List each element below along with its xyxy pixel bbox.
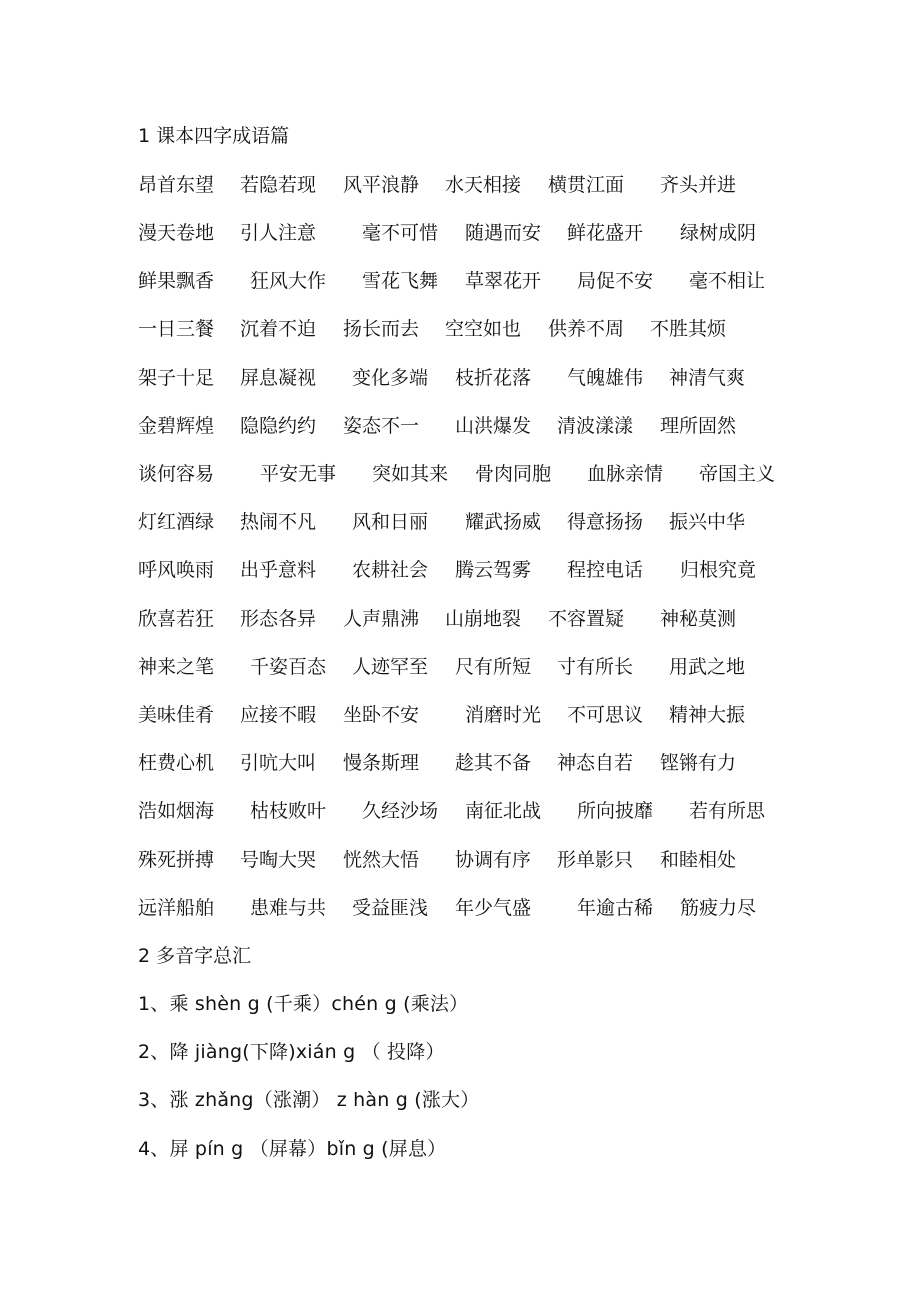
idiom: 引吭大叫 <box>240 752 317 774</box>
idiom: 空空如也 <box>445 318 522 340</box>
idiom: 千姿百态 <box>250 656 327 678</box>
polyphone-text: 2、降 jiàng(下降)xián g （ 投降） <box>138 1041 445 1063</box>
idiom-row <box>0 700 920 730</box>
idiom-row <box>0 507 920 537</box>
idiom: 昂首东望 <box>138 174 215 196</box>
idiom: 毫不可惜 <box>362 222 439 244</box>
idiom: 风平浪静 <box>343 174 420 196</box>
idiom: 得意扬扬 <box>567 511 644 533</box>
idiom-row <box>0 266 920 296</box>
idiom: 趁其不备 <box>455 752 532 774</box>
idiom: 若隐若现 <box>240 174 317 196</box>
idiom: 程控电话 <box>567 559 644 581</box>
idiom: 耀武扬威 <box>465 511 542 533</box>
idiom: 形态各异 <box>240 608 317 630</box>
idiom: 消磨时光 <box>465 704 542 726</box>
polyphone-item <box>0 1134 920 1164</box>
idiom: 帝国主义 <box>699 463 776 485</box>
idiom: 血脉亲情 <box>587 463 664 485</box>
idiom: 用武之地 <box>669 656 746 678</box>
idiom: 慢条斯理 <box>343 752 420 774</box>
polyphone-item <box>0 1085 920 1115</box>
idiom: 欣喜若狂 <box>138 608 215 630</box>
idiom: 供养不周 <box>548 318 625 340</box>
idiom: 隐隐约约 <box>240 415 317 437</box>
idiom: 清波漾漾 <box>557 415 634 437</box>
idiom: 和睦相处 <box>660 849 737 871</box>
idiom: 归根究竟 <box>680 559 757 581</box>
idiom: 骨肉同胞 <box>475 463 552 485</box>
idiom: 枝折花落 <box>455 367 532 389</box>
idiom: 局促不安 <box>577 270 654 292</box>
section2-heading-line <box>0 941 920 971</box>
idiom: 神态自若 <box>557 752 634 774</box>
idiom: 架子十足 <box>138 367 215 389</box>
idiom: 金碧辉煌 <box>138 415 215 437</box>
idiom: 平安无事 <box>260 463 337 485</box>
idiom: 鲜果飘香 <box>138 270 215 292</box>
idiom: 殊死拼搏 <box>138 849 215 871</box>
idiom: 远洋船舶 <box>138 897 215 919</box>
idiom: 风和日丽 <box>352 511 429 533</box>
idiom: 随遇而安 <box>465 222 542 244</box>
idiom: 尺有所短 <box>455 656 532 678</box>
idiom: 沉着不迫 <box>240 318 317 340</box>
idiom: 恍然大悟 <box>343 849 420 871</box>
idiom: 理所固然 <box>660 415 737 437</box>
idiom: 横贯江面 <box>548 174 625 196</box>
idiom: 草翠花开 <box>465 270 542 292</box>
section2-title: 2 多音字总汇 <box>138 945 252 967</box>
idiom: 山崩地裂 <box>445 608 522 630</box>
idiom: 受益匪浅 <box>352 897 429 919</box>
idiom: 久经沙场 <box>362 800 439 822</box>
idiom: 形单影只 <box>557 849 634 871</box>
idiom: 神清气爽 <box>669 367 746 389</box>
idiom: 腾云驾雾 <box>455 559 532 581</box>
idiom: 铿锵有力 <box>660 752 737 774</box>
idiom: 协调有序 <box>455 849 532 871</box>
idiom-row <box>0 314 920 344</box>
idiom: 农耕社会 <box>352 559 429 581</box>
idiom: 水天相接 <box>445 174 522 196</box>
section1-heading-line <box>0 121 920 151</box>
polyphone-item <box>0 1037 920 1067</box>
idiom: 不容置疑 <box>548 608 625 630</box>
idiom-row <box>0 459 920 489</box>
polyphone-text: 1、乘 shèn g (千乘）chén g (乘法） <box>138 993 469 1015</box>
idiom: 筋疲力尽 <box>680 897 757 919</box>
idiom: 扬长而去 <box>343 318 420 340</box>
idiom: 变化多端 <box>352 367 429 389</box>
polyphone-item <box>0 989 920 1019</box>
idiom: 坐卧不安 <box>343 704 420 726</box>
idiom: 神来之笔 <box>138 656 215 678</box>
section1-title: 1 课本四字成语篇 <box>138 125 290 147</box>
idiom-row <box>0 652 920 682</box>
idiom: 绿树成阴 <box>680 222 757 244</box>
idiom: 所向披靡 <box>577 800 654 822</box>
idiom: 号啕大哭 <box>240 849 317 871</box>
idiom-row <box>0 604 920 634</box>
idiom: 年少气盛 <box>455 897 532 919</box>
idiom: 浩如烟海 <box>138 800 215 822</box>
idiom: 热闹不凡 <box>240 511 317 533</box>
idiom: 出乎意料 <box>240 559 317 581</box>
idiom: 灯红酒绿 <box>138 511 215 533</box>
idiom: 枯枝败叶 <box>250 800 327 822</box>
idiom: 枉费心机 <box>138 752 215 774</box>
idiom-row <box>0 893 920 923</box>
idiom: 雪花飞舞 <box>362 270 439 292</box>
idiom: 不可思议 <box>567 704 644 726</box>
idiom: 南征北战 <box>465 800 542 822</box>
idiom: 姿态不一 <box>343 415 420 437</box>
idiom: 不胜其烦 <box>650 318 727 340</box>
idiom: 振兴中华 <box>669 511 746 533</box>
polyphone-text: 4、屏 pín g （屏幕）bǐn g (屏息） <box>138 1138 447 1160</box>
idiom-row <box>0 218 920 248</box>
idiom-row <box>0 748 920 778</box>
idiom: 谈何容易 <box>138 463 215 485</box>
idiom-row <box>0 796 920 826</box>
idiom: 年逾古稀 <box>577 897 654 919</box>
polyphone-text: 3、涨 zhǎng（涨潮） z hàn g (涨大） <box>138 1089 480 1111</box>
idiom: 引人注意 <box>240 222 317 244</box>
idiom-row <box>0 411 920 441</box>
idiom-row <box>0 845 920 875</box>
idiom-row <box>0 170 920 200</box>
idiom: 突如其来 <box>372 463 449 485</box>
idiom: 漫天卷地 <box>138 222 215 244</box>
idiom: 屏息凝视 <box>240 367 317 389</box>
idiom-row <box>0 363 920 393</box>
idiom: 鲜花盛开 <box>567 222 644 244</box>
idiom: 寸有所长 <box>557 656 634 678</box>
idiom: 气魄雄伟 <box>567 367 644 389</box>
idiom: 齐头并进 <box>660 174 737 196</box>
idiom: 人声鼎沸 <box>343 608 420 630</box>
idiom: 一日三餐 <box>138 318 215 340</box>
idiom: 应接不暇 <box>240 704 317 726</box>
idiom: 患难与共 <box>250 897 327 919</box>
idiom: 精神大振 <box>669 704 746 726</box>
idiom: 呼风唤雨 <box>138 559 215 581</box>
idiom: 人迹罕至 <box>352 656 429 678</box>
idiom: 美味佳肴 <box>138 704 215 726</box>
idiom: 若有所思 <box>689 800 766 822</box>
idiom: 山洪爆发 <box>455 415 532 437</box>
idiom: 毫不相让 <box>689 270 766 292</box>
idiom: 狂风大作 <box>250 270 327 292</box>
idiom-row <box>0 555 920 585</box>
idiom: 神秘莫测 <box>660 608 737 630</box>
